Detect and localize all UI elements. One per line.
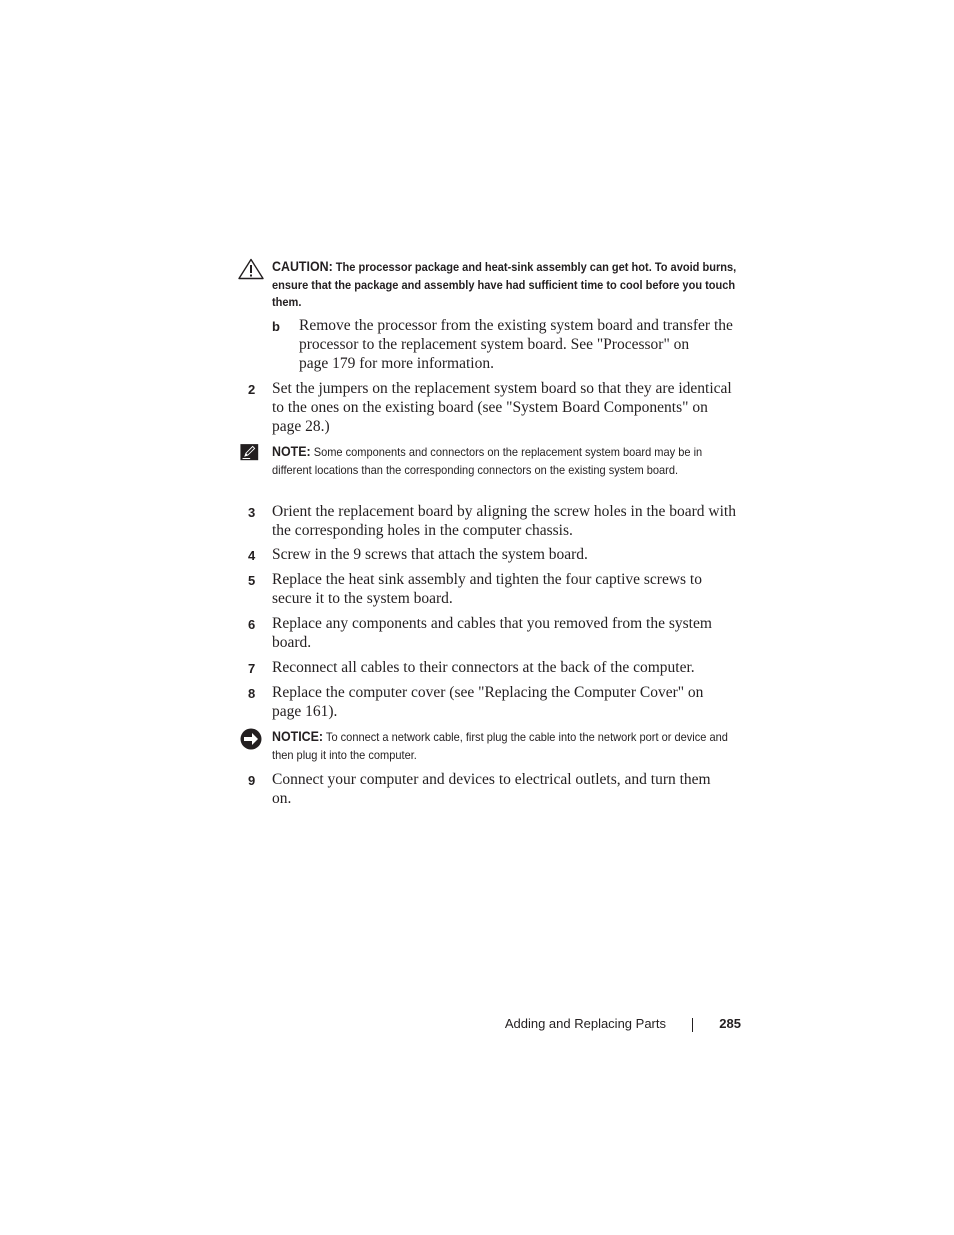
page-footer	[400, 1015, 741, 1035]
step-text: Orient the replacement board by aligning the screw holes in the board with the corresponding holes in the computer chassis.	[272, 503, 736, 539]
warning-triangle-icon	[238, 258, 264, 280]
note-label: NOTE:	[272, 444, 311, 459]
footer-divider	[692, 1018, 693, 1032]
step-text: Reconnect all cables to their connectors at the back of the computer.	[272, 659, 695, 676]
step-number: 8	[248, 686, 256, 701]
caution-text	[272, 258, 737, 312]
page-number: 285	[719, 1016, 741, 1031]
note-body: Some components and connectors on the replacement system board may be in different locations than the corresponding connectors on the existing system board.	[272, 445, 703, 477]
note-block	[238, 443, 738, 479]
step-number: 9	[248, 773, 256, 788]
step-text: Replace the heat sink assembly and tighten the four captive screws to secure it to the system board.	[272, 571, 702, 607]
notice-text	[272, 728, 737, 764]
notice-block	[238, 728, 738, 764]
step-text: Screw in the 9 screws that attach the system board.	[272, 546, 588, 563]
notice-arrow-icon	[240, 728, 262, 750]
footer-section-title: Adding and Replacing Parts	[504, 1016, 666, 1031]
step-number: 3	[248, 505, 256, 520]
step-number: 2	[248, 382, 256, 397]
caution-block	[238, 258, 738, 312]
step-text: Set the jumpers on the replacement system board so that they are identical to the ones on the existing board (see "System Board Components" on page 28.)	[272, 380, 732, 435]
step-number: 7	[248, 661, 256, 676]
pencil-note-icon	[240, 443, 262, 463]
step-number: 4	[248, 548, 256, 563]
caution-label: CAUTION:	[272, 259, 333, 274]
notice-label: NOTICE:	[272, 729, 324, 744]
step-text: Connect your computer and devices to electrical outlets, and turn them on.	[272, 771, 711, 807]
step-text: Replace any components and cables that you removed from the system board.	[272, 615, 712, 651]
step-number: 6	[248, 617, 256, 632]
step-text: Remove the processor from the existing system board and transfer the processor to the replacement system board. See "Processor" on page 179 for more information.	[299, 317, 733, 372]
step-number: b	[272, 319, 280, 334]
step-text: Replace the computer cover (see "Replacing the Computer Cover" on page 161).	[272, 684, 704, 720]
step-number: 5	[248, 573, 256, 588]
notice-body: To connect a network cable, first plug the cable into the network port or device and then plug it into the computer.	[272, 730, 728, 762]
caution-body: The processor package and heat-sink assembly can get hot. To avoid burns, ensure that the package and assembly have had sufficient time to cool before you touch them.	[272, 260, 737, 309]
note-text	[272, 443, 737, 479]
